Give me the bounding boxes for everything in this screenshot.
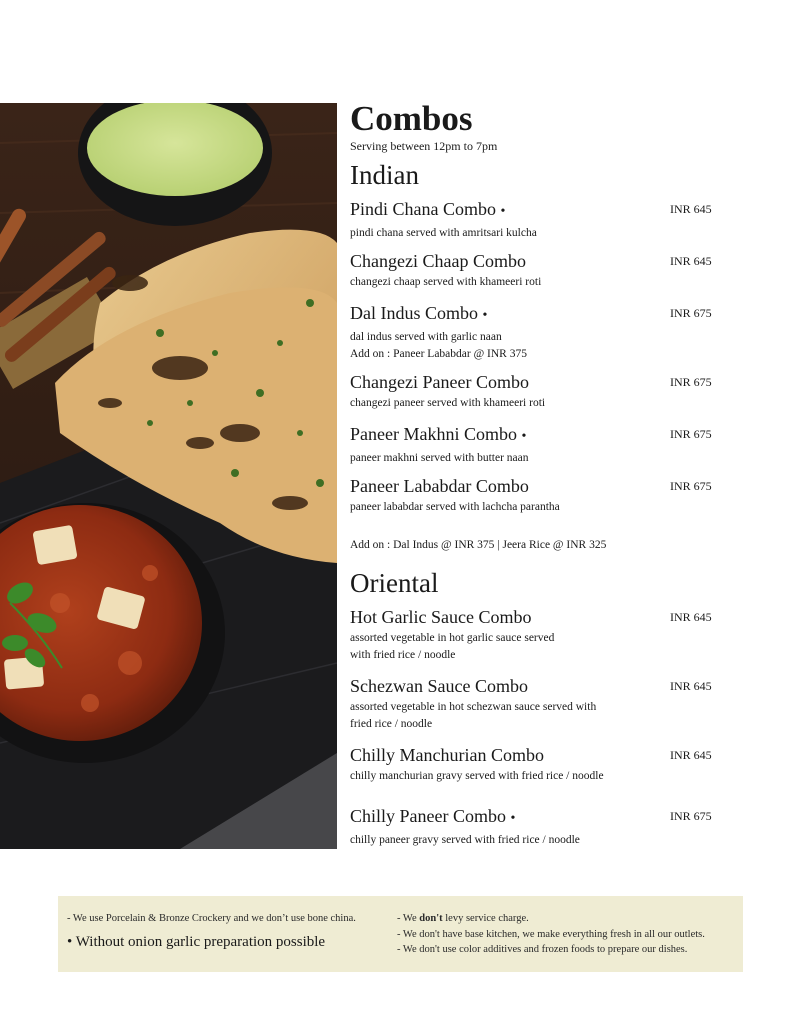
page-title: Combos [350, 99, 473, 138]
onion-garlic-note: • Without onion garlic preparation possible [67, 933, 326, 950]
food-photo [0, 103, 337, 849]
item-price: INR 675 [670, 479, 712, 493]
item-price: INR 675 [670, 306, 712, 320]
item-description: assorted vegetable in hot garlic sauce served [350, 632, 555, 644]
item-description: dal indus served with garlic naan [350, 331, 502, 343]
indian-addon-note: Add on : Dal Indus @ INR 375 | Jeera Rice @ INR 325 [350, 539, 607, 551]
note-left-column [67, 911, 397, 951]
item-price: INR 675 [670, 427, 712, 441]
item-description: chilly paneer gravy served with fried rice / noodle [350, 834, 580, 846]
menu-item [350, 198, 716, 242]
item-name: Chilly Paneer Combo • [350, 806, 516, 826]
menu-item [350, 805, 716, 849]
menu-item [350, 423, 716, 467]
item-description: changezi paneer served with khameeri roti [350, 397, 546, 409]
menu-item [350, 675, 716, 733]
item-description: pindi chana served with amritsari kulcha [350, 227, 537, 239]
item-name: Changezi Paneer Combo [350, 372, 529, 392]
item-name: Pindi Chana Combo • [350, 199, 506, 219]
item-name: Hot Garlic Sauce Combo [350, 607, 532, 627]
item-price: INR 645 [670, 610, 712, 624]
item-description: paneer lababdar served with lachcha parantha [350, 501, 560, 513]
crockery-note: - We use Porcelain & Bronze Crockery and we don’t use bone china. [67, 913, 356, 924]
item-name: Schezwan Sauce Combo [350, 676, 528, 696]
food-illustration [0, 103, 337, 849]
menu-item [350, 606, 716, 664]
section-title-indian: Indian [350, 160, 419, 190]
menu-item [350, 371, 716, 412]
serving-hours: Serving between 12pm to 7pm [350, 139, 498, 153]
menu-item [350, 475, 716, 516]
policy-note-box [58, 896, 743, 972]
item-name: Chilly Manchurian Combo [350, 745, 544, 765]
menu-item [350, 744, 716, 785]
item-name: Paneer Makhni Combo • [350, 424, 527, 444]
item-description: changezi chaap served with khameeri roti [350, 276, 542, 288]
item-description: chilly manchurian gravy served with fried rice / noodle [350, 770, 604, 782]
base-kitchen-note: - We don't have base kitchen, we make everything fresh in all our outlets. [397, 928, 705, 940]
menu-item [350, 250, 716, 291]
item-price: INR 645 [670, 679, 712, 693]
item-price: INR 675 [670, 375, 712, 389]
item-addon: Add on : Paneer Lababdar @ INR 375 [350, 348, 527, 360]
item-price: INR 645 [670, 202, 712, 216]
item-description: with fried rice / noodle [350, 649, 456, 661]
menu-item [350, 302, 716, 363]
item-description: fried rice / noodle [350, 718, 433, 730]
item-name: Dal Indus Combo • [350, 303, 488, 323]
service-charge-note: - We don't levy service charge. [397, 913, 529, 924]
item-price: INR 645 [670, 254, 712, 268]
item-price: INR 645 [670, 748, 712, 762]
note-right-column [397, 911, 742, 958]
item-description: assorted vegetable in hot schezwan sauce served with [350, 701, 597, 713]
additives-note: - We don't use color additives and frozen foods to prepare our dishes. [397, 944, 688, 955]
item-price: INR 675 [670, 809, 712, 823]
section-title-oriental: Oriental [350, 568, 439, 598]
item-name: Changezi Chaap Combo [350, 251, 526, 271]
item-name: Paneer Lababdar Combo [350, 476, 529, 496]
item-description: paneer makhni served with butter naan [350, 452, 529, 464]
